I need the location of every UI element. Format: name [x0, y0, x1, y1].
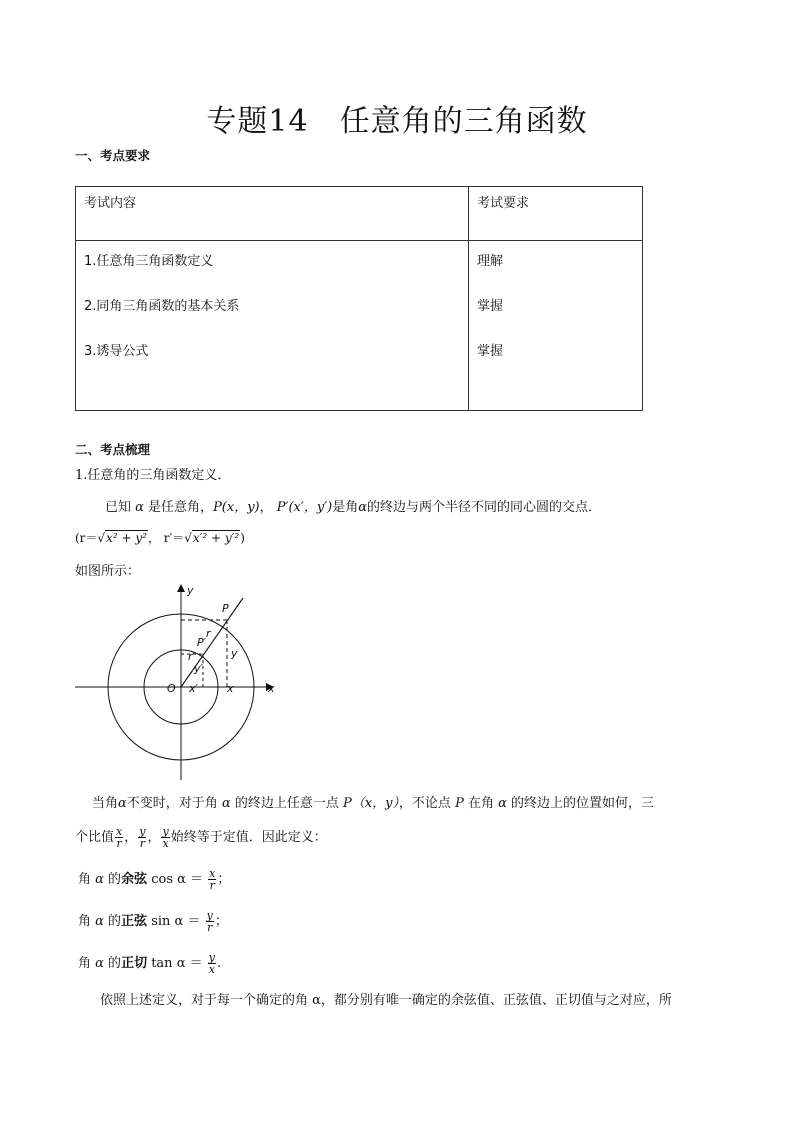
- label-p-prime: P′: [197, 636, 207, 649]
- table-cell-requirement: 理解: [477, 254, 504, 270]
- table-cell-content: 1.任意角三角函数定义: [84, 254, 214, 270]
- radicand: x² + y²: [106, 531, 147, 545]
- text: 的: [103, 956, 122, 971]
- text: 是角: [332, 500, 359, 515]
- text: 当角: [92, 796, 119, 811]
- paragraph-definition-intro: [105, 498, 601, 518]
- table-header-requirement: 考试要求: [477, 196, 530, 211]
- radius-formula: [75, 528, 245, 548]
- label-y-axis: y: [187, 584, 194, 597]
- text: ；: [214, 914, 228, 929]
- fraction-y-over-x: $\frac{y}{x}$: [162, 825, 169, 850]
- point-p: P（x，y）: [342, 796, 399, 811]
- text: (r＝: [75, 531, 98, 545]
- table-cell-requirement: 掌握: [477, 344, 504, 360]
- point-p-prime: P′(x′，y′): [276, 500, 333, 515]
- text: tan α ＝: [147, 956, 207, 971]
- item-heading: 1.任意角的三角函数定义．: [75, 468, 231, 483]
- alpha-symbol: α: [498, 796, 507, 811]
- paragraph-ratios: 个比值 $\frac{x}{r}$ ， $\frac{y}{r}$ ， $\frac{y}{x}$ 始终等于定值．因此定义：: [75, 825, 327, 850]
- alpha-symbol: α: [221, 796, 231, 811]
- label-x-axis: x: [268, 682, 275, 695]
- text: 在角: [463, 796, 499, 811]
- text: 始终等于定值．因此定义：: [170, 830, 327, 845]
- text: ，: [259, 500, 277, 515]
- point-p: P: [455, 796, 464, 811]
- text: 角: [78, 872, 96, 887]
- label-x: x: [227, 682, 234, 695]
- figure-caption: 如图所示：: [75, 564, 141, 579]
- section-heading-requirements: 一、考点要求: [75, 148, 151, 163]
- radicand: x′² + y′²: [192, 531, 240, 545]
- label-origin: O: [167, 682, 176, 695]
- alpha-symbol: α: [135, 500, 144, 515]
- fraction-y-over-x: $\frac{y}{x}$: [208, 951, 215, 976]
- alpha-symbol: α: [118, 796, 127, 811]
- table-cell-content: 3.诱导公式: [84, 344, 149, 360]
- label-p: P: [222, 602, 229, 615]
- table-row: [76, 241, 643, 411]
- sqrt-symbol: √: [97, 531, 106, 545]
- table-header-content: 考试内容: [84, 196, 137, 211]
- text: 角: [78, 914, 96, 929]
- text: cos α ＝: [147, 872, 208, 887]
- table-cell-requirement: 掌握: [477, 299, 504, 315]
- text: ， r′＝: [147, 531, 185, 545]
- section-heading-review: 二、考点梳理: [75, 442, 151, 457]
- fraction-y-over-r: $\frac{y}{r}$: [206, 909, 213, 934]
- sqrt-symbol: √: [184, 531, 192, 545]
- definition-sine: [78, 910, 228, 933]
- table-cell-content: 2.同角三角函数的基本关系: [84, 299, 240, 315]
- text: 个比值: [75, 830, 115, 845]
- text: 的终边与两个半径不同的同心圆的交点．: [367, 500, 602, 515]
- text: sin α ＝: [147, 914, 205, 929]
- terminal-side: [181, 598, 243, 687]
- label-r: r: [206, 627, 211, 640]
- text: 的: [103, 914, 122, 929]
- alpha-symbol: α: [358, 500, 367, 515]
- paragraph-ratio-intro: [92, 794, 654, 814]
- text: ，不论点: [398, 796, 456, 811]
- text: 角: [78, 956, 96, 971]
- text: ；: [217, 872, 231, 887]
- text: ): [240, 531, 245, 545]
- text: .: [216, 956, 222, 971]
- alpha-symbol: α: [95, 872, 104, 887]
- paragraph-correspondence: 依照上述定义，对于每一个确定的角 α，都分别有唯一确定的余弦值、正弦值、正切值与之对应，所: [100, 993, 672, 1008]
- text: 已知: [105, 500, 136, 515]
- fraction-x-over-r: $\frac{x}{r}$: [209, 867, 216, 892]
- alpha-symbol: α: [95, 914, 104, 929]
- text: 的: [103, 872, 122, 887]
- definition-cosine: [78, 868, 230, 891]
- table-header-row: [76, 187, 643, 241]
- label-x-prime: x′: [189, 682, 199, 695]
- label-r-prime: r′: [188, 650, 196, 663]
- label-y-prime: y′: [194, 662, 204, 675]
- fraction-x-over-r: $\frac{x}{r}$: [116, 825, 123, 850]
- term-cosine: 余弦: [121, 872, 148, 887]
- point-p: P(x，y): [213, 500, 260, 515]
- page-title: 专题14 任意角的三角函数: [206, 104, 588, 139]
- alpha-symbol: α: [95, 956, 104, 971]
- text: 不变时，对于角: [126, 796, 222, 811]
- label-y: y: [231, 647, 238, 660]
- text: 的终边上任意一点: [230, 796, 343, 811]
- term-sine: 正弦: [121, 914, 148, 929]
- text: 的终边上的位置如何，三: [506, 796, 654, 811]
- concentric-circles-figure: [70, 580, 290, 785]
- term-tangent: 正切: [121, 956, 148, 971]
- fraction-y-over-r: $\frac{y}{r}$: [139, 825, 146, 850]
- text: 是任意角，: [143, 500, 214, 515]
- definition-tangent: [78, 952, 221, 975]
- requirements-table: [75, 186, 643, 411]
